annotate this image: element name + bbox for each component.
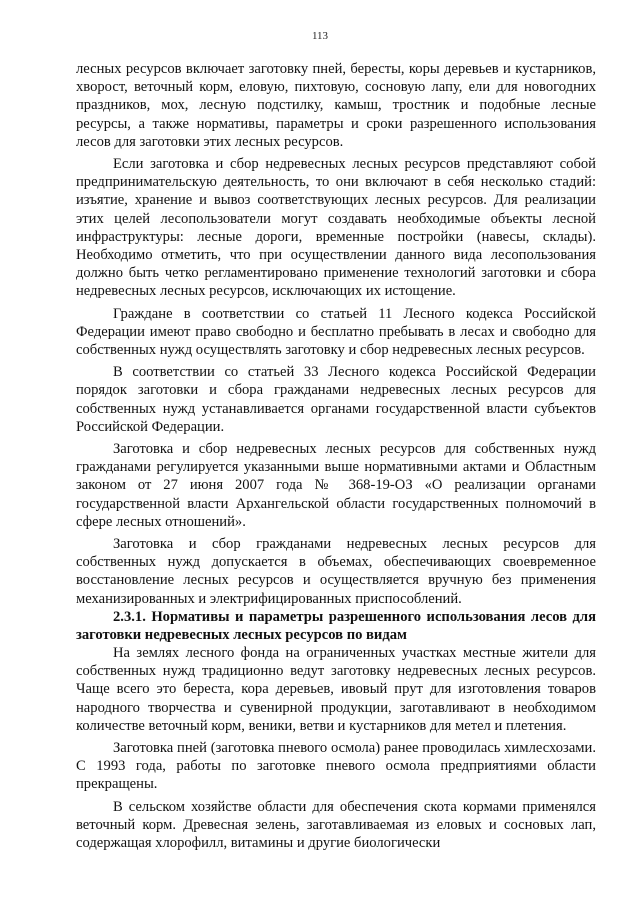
paragraph-stages: Если заготовка и сбор недревесных лесных ресурсов представляют собой предпринимательскую деятельность, то они включают в себя несколько стадий: изъятие, хранение и вывоз соответствующих лесных ресурсов. Для реализации этих целей лесопользователи могут создавать необходимые объекты лесной инфраструктуры: лесные дороги, временные постройки (навесы, склады). Необходимо отметить, что при осуществлении данного вида лесопользования должно быть четко регламентировано применение технологий заготовки и сбора недревесных лесных ресурсов, исключающих их истощение.	[76, 156, 596, 300]
paragraph-article-33: В соответствии со статьей 33 Лесного кодекса Российской Федерации порядок заготовки и сбора гражданами недревесных лесных ресурсов для собственных нужд устанавливается органами государственной власти субъектов Российской Федерации.	[76, 364, 596, 435]
paragraph-regional-law: Заготовка и сбор недревесных лесных ресурсов для собственных нужд гражданами регулируется указанными выше нормативными актами и Областным законом от 27 июня 2007 года № 368-19-ОЗ «О реализации органами государственной власти Архангельской области государственных полномочий в сфере лесных отношений».	[76, 441, 596, 530]
paragraph-continuation: лесных ресурсов включает заготовку пней, бересты, коры деревьев и кустарников, хворост, веточный корм, еловую, пихтовую, сосновую лапу, ели для новогодних праздников, мох, лесную подстилку, камыш, тростник и подобные лесные ресурсы, а также нормативы, параметры и сроки разрешенного использования лесов для заготовки этих лесных ресурсов.	[76, 61, 596, 150]
paragraph-article-11: Граждане в соответствии со статьей 11 Лесного кодекса Российской Федерации имеют право свободно и бесплатно пребывать в лесах и свободно для собственных нужд осуществлять заготовку и сбор недревесных лесных ресурсов.	[76, 305, 596, 359]
paragraph-stump-harvest: Заготовка пней (заготовка пневого осмола) ранее проводилась химлесхозами. С 1993 года, работы по заготовке пневого осмола предприятиями области прекращены.	[76, 739, 596, 793]
paragraph-branch-feed: В сельском хозяйстве области для обеспечения скота кормами применялся веточный корм. Древесная зелень, заготавливаемая из еловых и сосновых лап, содержащая хлорофилл, витамины и другие биологически	[76, 798, 596, 851]
paragraph-local-residents: На землях лесного фонда на ограниченных участках местные жители для собственных нужд традиционно ведут заготовку недревесных лесных ресурсов. Чаще всего это береста, кора деревьев, ивовый прут для изготовления товаров народного творчества и сувенирной продукции, заготавливают в необходимом количестве веточный корм, веники, ветви и кустарников для метел и плетения.	[76, 644, 596, 734]
page-number: 113	[311, 30, 329, 42]
paragraph-volumes: Заготовка и сбор гражданами недревесных лесных ресурсов для собственных нужд допускается в объемах, обеспечивающих своевременное восстановление лесных ресурсов и осуществляется вручную без применения механизированных и электрифицированных приспособлений.	[76, 536, 596, 607]
page-body	[76, 60, 596, 852]
section-heading: 2.3.1. Нормативы и параметры разрешенного использования лесов для заготовки недревесных лесных ресурсов по видам	[76, 608, 596, 643]
